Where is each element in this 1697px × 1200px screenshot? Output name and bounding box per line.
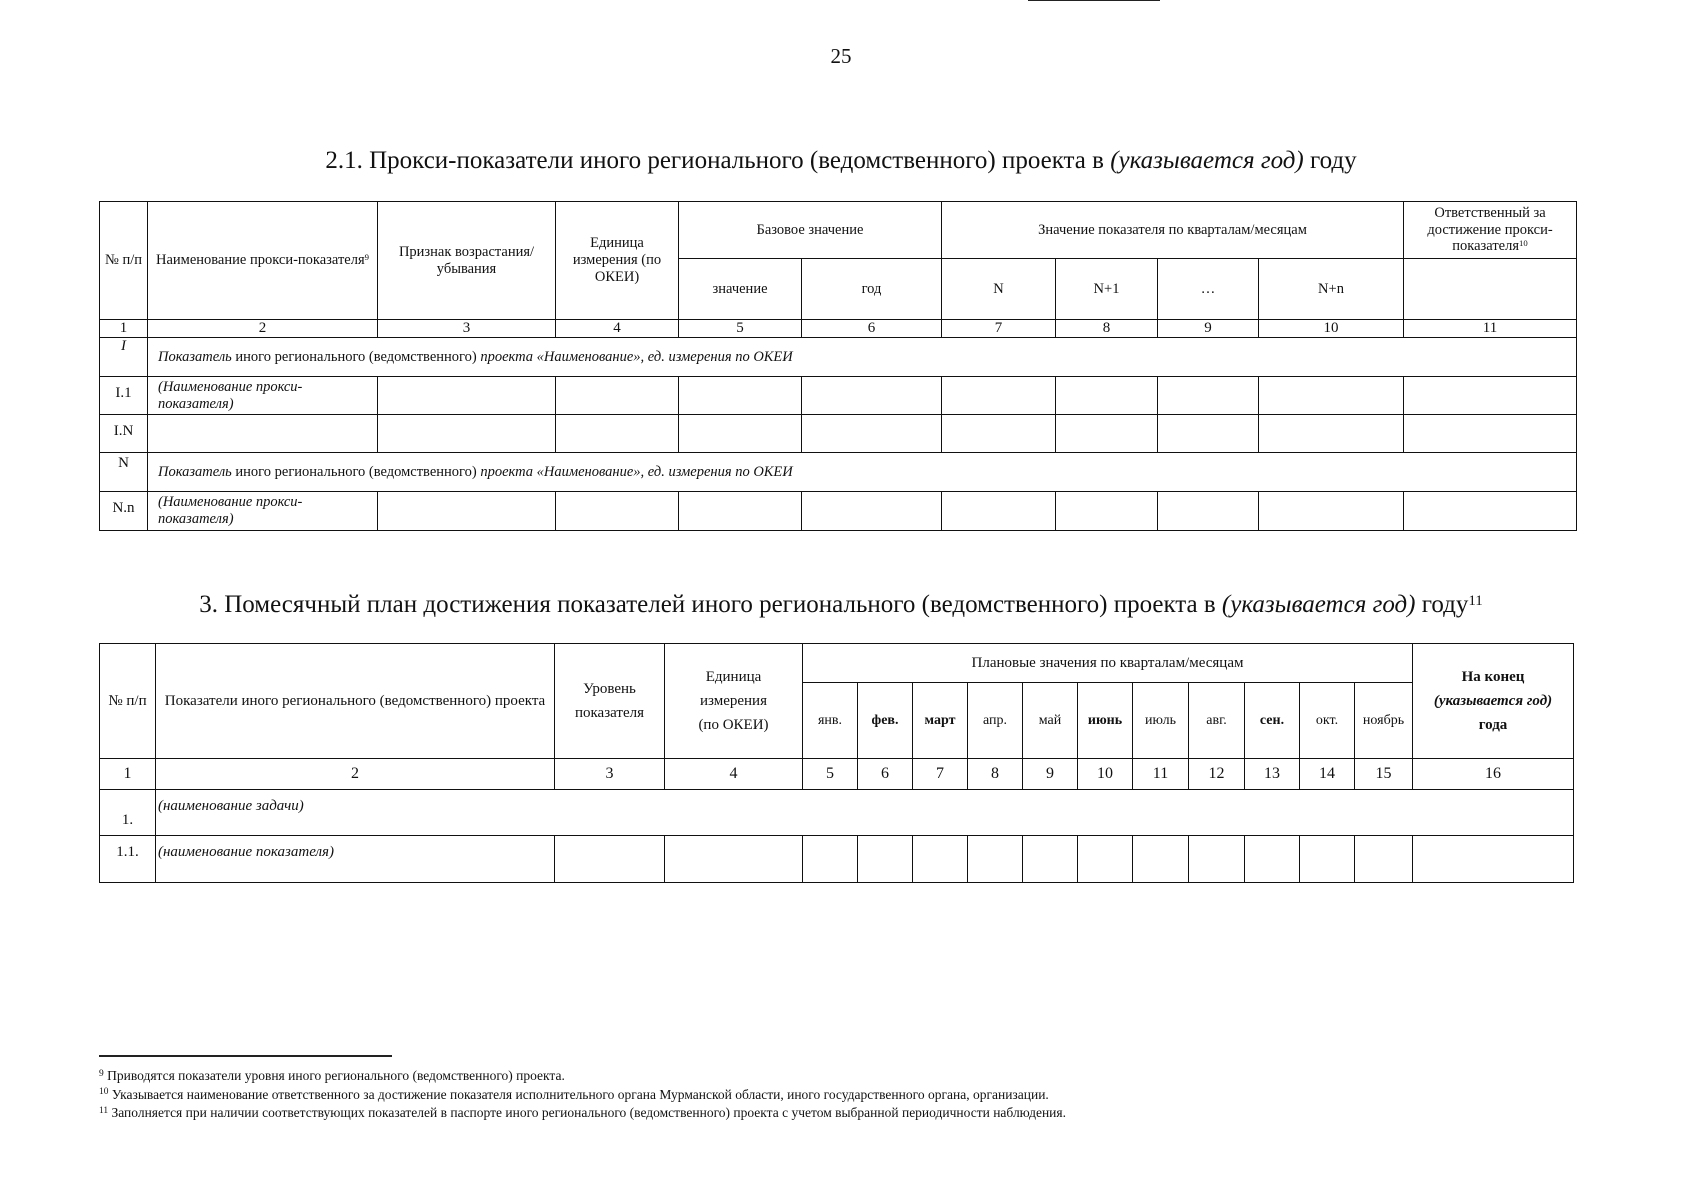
cell <box>1413 836 1574 883</box>
column-number: 7 <box>942 320 1056 338</box>
cell <box>1078 836 1133 883</box>
column-number: 4 <box>665 759 803 790</box>
row-index: I <box>100 338 148 377</box>
cell <box>1300 836 1355 883</box>
cell <box>1259 415 1404 453</box>
column-number: 4 <box>556 320 679 338</box>
cell <box>1245 836 1300 883</box>
cell <box>665 836 803 883</box>
column-number: 12 <box>1189 759 1245 790</box>
column-number: 14 <box>1300 759 1355 790</box>
section-row <box>100 338 1577 377</box>
section-3-title-suffix: году <box>1415 591 1469 618</box>
column-number: 6 <box>858 759 913 790</box>
column-number: 1 <box>100 759 156 790</box>
cell <box>1404 377 1577 415</box>
cell <box>378 415 556 453</box>
cell <box>555 836 665 883</box>
header-end-line-2: (указывается год) <box>1433 693 1553 709</box>
footnote-11 <box>99 1104 1066 1123</box>
cell <box>556 377 679 415</box>
header-quarters: Значение показателя по кварталам/месяцам <box>942 202 1404 259</box>
cell <box>802 492 942 531</box>
column-number: 2 <box>148 320 378 338</box>
month-feb: фев. <box>858 683 913 759</box>
task-name: (наименование задачи) <box>156 790 1574 836</box>
cell <box>378 492 556 531</box>
cell <box>1259 492 1404 531</box>
header-level: Уровень показателя <box>555 644 665 759</box>
cell <box>556 492 679 531</box>
header-end-of-year <box>1413 644 1574 759</box>
footnote-9 <box>99 1067 1066 1086</box>
cell <box>942 492 1056 531</box>
section-3-title <box>0 591 1682 619</box>
cell <box>1056 492 1158 531</box>
row-name: (Наименование прокси-показателя) <box>148 377 378 415</box>
header-q-nn: N+n <box>1259 259 1404 320</box>
indicator-name: (наименование показателя) <box>156 836 555 883</box>
header-name-text: Наименование прокси-показателя <box>155 252 365 269</box>
section-row-text <box>148 338 1577 377</box>
cell <box>556 415 679 453</box>
row-index: 1.1. <box>100 836 156 883</box>
footnote-rule <box>99 1055 392 1057</box>
column-number: 7 <box>913 759 968 790</box>
month-sep: сен. <box>1245 683 1300 759</box>
column-number: 11 <box>1404 320 1577 338</box>
cell <box>1158 415 1259 453</box>
page-number: 25 <box>830 44 852 68</box>
section-3-title-year: (указывается год) <box>1221 591 1416 618</box>
header-q-n: N <box>942 259 1056 320</box>
row-index: N <box>100 453 148 492</box>
column-number: 11 <box>1133 759 1189 790</box>
task-row <box>100 790 1574 836</box>
header-num: № п/п <box>100 644 156 759</box>
column-number: 13 <box>1245 759 1300 790</box>
month-may: май <box>1023 683 1078 759</box>
header-base: Базовое значение <box>679 202 942 259</box>
section-text-c: проекта «Наименование», ед. измерения по ОКЕИ <box>480 348 793 365</box>
header-base-year: год <box>802 259 942 320</box>
footnote-text: Указывается наименование ответственного за достижение показателя исполнительного органа Мурманской области, иного государственного органа, организации. <box>108 1086 1049 1102</box>
column-number: 15 <box>1355 759 1413 790</box>
header-responsible-text: Ответственный за достижение прокси-показателя <box>1427 204 1553 255</box>
column-number: 8 <box>968 759 1023 790</box>
section-2-1-title-suffix: году <box>1303 147 1357 174</box>
header-end-line-1: На конец <box>1461 669 1525 685</box>
header-unit <box>665 644 803 759</box>
column-number: 10 <box>1078 759 1133 790</box>
header-num: № п/п <box>100 202 148 320</box>
column-number: 2 <box>156 759 555 790</box>
footnote-ref-10: 10 <box>1519 238 1528 249</box>
cell <box>802 415 942 453</box>
cell <box>679 377 802 415</box>
column-number: 3 <box>555 759 665 790</box>
column-number: 3 <box>378 320 556 338</box>
cell <box>802 377 942 415</box>
cell <box>858 836 913 883</box>
column-number: 5 <box>803 759 858 790</box>
cell <box>1189 836 1245 883</box>
column-number: 8 <box>1056 320 1158 338</box>
proxy-indicators-table <box>99 201 1577 531</box>
section-text-b: иного регионального (ведомственного) <box>231 463 481 480</box>
cell <box>1133 836 1189 883</box>
footnote-ref-9: 9 <box>364 252 369 263</box>
section-2-1-title-year: (указывается год) <box>1110 147 1304 174</box>
section-2-1-title <box>0 147 1682 175</box>
table-row <box>100 415 1577 453</box>
month-aug: авг. <box>1189 683 1245 759</box>
header-unit-line-2: измерения <box>699 693 767 709</box>
column-number: 9 <box>1023 759 1078 790</box>
month-oct: окт. <box>1300 683 1355 759</box>
monthly-plan-table <box>99 643 1574 883</box>
indicator-row <box>100 836 1574 883</box>
footnote-text: Приводятся показатели уровня иного регионального (ведомственного) проекта. <box>103 1068 565 1083</box>
column-number: 5 <box>679 320 802 338</box>
section-2-1-title-text: 2.1. Прокси-показатели иного регионального (ведомственного) проекта в <box>325 147 1111 174</box>
header-responsible <box>1404 202 1577 259</box>
footnote-10 <box>99 1086 1066 1105</box>
header-end-line-3: года <box>1478 717 1508 733</box>
header-sign: Признак возрастания/убывания <box>378 202 556 320</box>
month-jun: июнь <box>1078 683 1133 759</box>
cell <box>1355 836 1413 883</box>
top-rule <box>1028 0 1160 1</box>
section-text-c: проекта «Наименование», ед. измерения по ОКЕИ <box>480 463 793 480</box>
footnote-mark: 10 <box>99 1087 109 1098</box>
header-planned: Плановые значения по кварталам/месяцам <box>803 644 1413 683</box>
header-name <box>148 202 378 320</box>
footnote-text: Заполняется при наличии соответствующих показателей в паспорте иного регионального (ведомственного) проекта с учетом выбранной периодичности наблюдения. <box>108 1105 1066 1120</box>
footnote-mark: 9 <box>99 1068 104 1079</box>
cell <box>1056 377 1158 415</box>
section-text-a: Показатель <box>158 463 232 480</box>
header-unit-line-1: Единица <box>705 669 762 685</box>
month-apr: апр. <box>968 683 1023 759</box>
row-name: (Наименование прокси-показателя) <box>148 492 378 531</box>
column-number: 1 <box>100 320 148 338</box>
column-number: 9 <box>1158 320 1259 338</box>
column-numbers-row <box>100 759 1574 790</box>
table-row <box>100 492 1577 531</box>
header-responsible-empty <box>1404 259 1577 320</box>
header-indicators: Показатели иного регионального (ведомственного) проекта <box>156 644 555 759</box>
month-jan: янв. <box>803 683 858 759</box>
table-row <box>100 377 1577 415</box>
cell <box>968 836 1023 883</box>
cell <box>1023 836 1078 883</box>
cell <box>679 492 802 531</box>
cell <box>1056 415 1158 453</box>
month-mar: март <box>913 683 968 759</box>
cell <box>679 415 802 453</box>
header-row <box>100 644 1574 683</box>
section-row-text <box>148 453 1577 492</box>
row-index: 1. <box>100 790 156 836</box>
cell <box>913 836 968 883</box>
header-unit-line-3: (по ОКЕИ) <box>698 717 769 733</box>
section-3-title-text: 3. Помесячный план достижения показателей иного регионального (ведомственного) проекта в <box>199 591 1222 618</box>
row-name <box>148 415 378 453</box>
section-text-b: иного регионального (ведомственного) <box>231 348 481 365</box>
column-number: 16 <box>1413 759 1574 790</box>
column-number: 6 <box>802 320 942 338</box>
cell <box>803 836 858 883</box>
header-unit: Единица измерения (по ОКЕИ) <box>556 202 679 320</box>
header-row <box>100 202 1577 259</box>
cell <box>1404 415 1577 453</box>
row-index: I.1 <box>100 377 148 415</box>
header-q-dots: … <box>1158 259 1259 320</box>
footnote-ref-11: 11 <box>1468 593 1483 610</box>
cell <box>1404 492 1577 531</box>
section-text-a: Показатель <box>158 348 232 365</box>
footnotes <box>99 1067 1066 1123</box>
cell <box>942 377 1056 415</box>
month-nov: ноябрь <box>1355 683 1413 759</box>
section-row <box>100 453 1577 492</box>
header-q-n1: N+1 <box>1056 259 1158 320</box>
column-numbers-row <box>100 320 1577 338</box>
row-index: I.N <box>100 415 148 453</box>
cell <box>942 415 1056 453</box>
cell <box>378 377 556 415</box>
column-number: 10 <box>1259 320 1404 338</box>
header-base-value: значение <box>679 259 802 320</box>
footnote-mark: 11 <box>99 1105 109 1116</box>
month-jul: июль <box>1133 683 1189 759</box>
cell <box>1158 377 1259 415</box>
cell <box>1259 377 1404 415</box>
cell <box>1158 492 1259 531</box>
row-index: N.n <box>100 492 148 531</box>
